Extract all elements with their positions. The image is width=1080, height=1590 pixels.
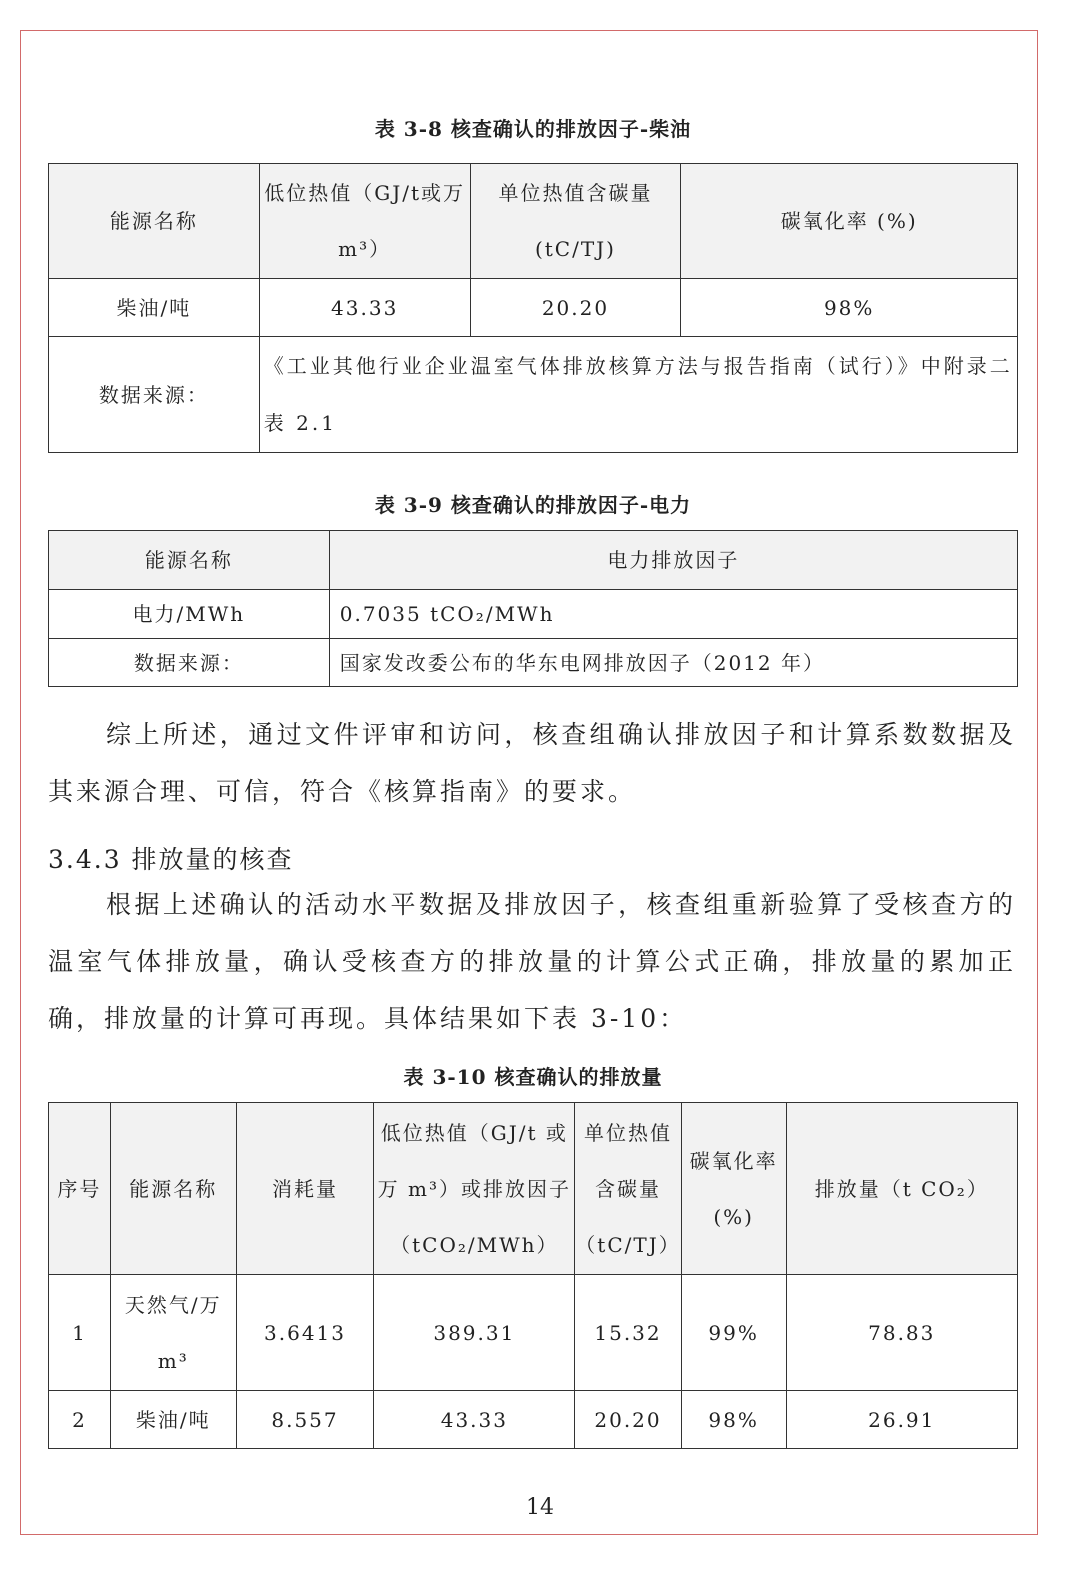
cell-no: 1 bbox=[49, 1275, 111, 1391]
section-paragraph: 根据上述确认的活动水平数据及排放因子，核查组重新验算了受核查方的温室气体排放量，确认受核查方的排放量的计算公式正确，排放量的累加正确，排放量的计算可再现。具体结果如下表 3-10： bbox=[48, 890, 1016, 1033]
cell-consumption: 8.557 bbox=[236, 1391, 374, 1449]
cell-ox: 98% bbox=[681, 279, 1018, 337]
table-row bbox=[49, 590, 1018, 639]
table-3-10-caption: 表 3-10 核查确认的排放量 bbox=[403, 1065, 663, 1089]
cell-cc: 15.32 bbox=[575, 1275, 681, 1391]
header-energy-name: 能源名称 bbox=[49, 531, 330, 590]
cell-ncv: 389.31 bbox=[374, 1275, 575, 1391]
table-row bbox=[49, 1391, 1018, 1449]
header-ncv-line1: 低位热值（GJ/t或万 bbox=[264, 181, 466, 205]
cell-emission: 26.91 bbox=[786, 1391, 1017, 1449]
table-3-8-header-row bbox=[49, 164, 1018, 279]
table-3-8-caption: 表 3-8 核查确认的排放因子-柴油 bbox=[374, 117, 692, 141]
section-title: 3.4.3 排放量的核查 bbox=[48, 845, 294, 874]
table-row bbox=[49, 1275, 1018, 1391]
header-ncv-or-factor: 低位热值（GJ/t 或万 m³）或排放因子（tCO₂/MWh） bbox=[374, 1103, 575, 1275]
header-cc-line1: 单位热值含碳量 bbox=[498, 181, 653, 205]
header-cc-line2: (tC/TJ) bbox=[534, 237, 616, 261]
summary-paragraph: 综上所述，通过文件评审和访问，核查组确认排放因子和计算系数数据及其来源合理、可信，符合《核算指南》的要求。 bbox=[48, 720, 1016, 806]
header-ncv-line2: m³） bbox=[338, 237, 392, 261]
header-carbon-content bbox=[470, 164, 681, 279]
source-text: 《工业其他行业企业温室气体排放核算方法与报告指南（试行）》中附录二表 2.1 bbox=[259, 337, 1017, 453]
header-no: 序号 bbox=[49, 1103, 111, 1275]
cell-ncv: 43.33 bbox=[259, 279, 470, 337]
header-power-factor: 电力排放因子 bbox=[329, 531, 1017, 590]
cell-no: 2 bbox=[49, 1391, 111, 1449]
header-consumption: 消耗量 bbox=[236, 1103, 374, 1275]
cell-energy: 柴油/吨 bbox=[110, 1391, 236, 1449]
cell-cc: 20.20 bbox=[575, 1391, 681, 1449]
source-label: 数据来源： bbox=[49, 639, 330, 687]
header-oxidation: 碳氧化率 (%) bbox=[681, 164, 1018, 279]
cell-energy: 天然气/万 m³ bbox=[110, 1275, 236, 1391]
table-3-9 bbox=[48, 530, 1018, 687]
table-source-row bbox=[49, 337, 1018, 453]
cell-ox: 98% bbox=[681, 1391, 786, 1449]
page-number: 14 bbox=[526, 1495, 554, 1520]
cell-factor: 0.7035 tCO₂/MWh bbox=[329, 590, 1017, 639]
header-ncv bbox=[259, 164, 470, 279]
table-3-9-header-row bbox=[49, 531, 1018, 590]
cell-consumption: 3.6413 bbox=[236, 1275, 374, 1391]
cell-ox: 99% bbox=[681, 1275, 786, 1391]
cell-energy: 电力/MWh bbox=[49, 590, 330, 639]
table-3-8 bbox=[48, 163, 1018, 453]
source-label: 数据来源： bbox=[49, 337, 260, 453]
table-row bbox=[49, 279, 1018, 337]
table-source-row bbox=[49, 639, 1018, 687]
header-carbon-content: 单位热值含碳量（tC/TJ） bbox=[575, 1103, 681, 1275]
table-3-10-header-row bbox=[49, 1103, 1018, 1275]
header-emission: 排放量（t CO₂） bbox=[786, 1103, 1017, 1275]
cell-energy: 柴油/吨 bbox=[49, 279, 260, 337]
table-3-9-caption: 表 3-9 核查确认的排放因子-电力 bbox=[374, 493, 692, 517]
header-energy-name: 能源名称 bbox=[49, 164, 260, 279]
cell-emission: 78.83 bbox=[786, 1275, 1017, 1391]
header-energy-name: 能源名称 bbox=[110, 1103, 236, 1275]
header-oxidation: 碳氧化率 (%) bbox=[681, 1103, 786, 1275]
table-3-10 bbox=[48, 1102, 1018, 1449]
cell-ncv: 43.33 bbox=[374, 1391, 575, 1449]
cell-cc: 20.20 bbox=[470, 279, 681, 337]
source-text: 国家发改委公布的华东电网排放因子（2012 年） bbox=[329, 639, 1017, 687]
